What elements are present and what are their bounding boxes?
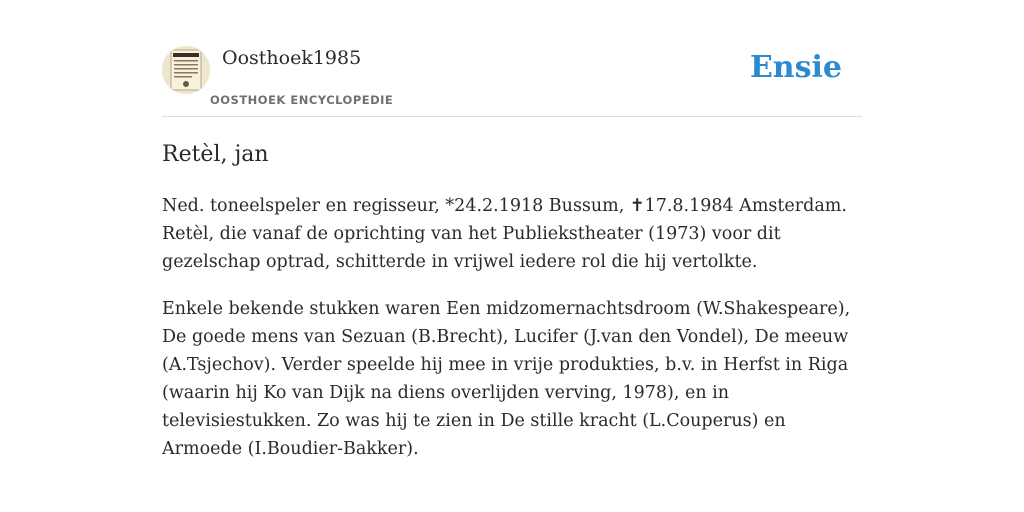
entry-paragraph: Enkele bekende stukken waren Een midzomernachtsdroom (W.Shakespeare), De goede mens van Sezuan (B.Brecht), Lucifer (J.van den Vondel), De meeuw (A.Tsjechov). Verder speelde hij mee in vrije produkties, b.v. in Herfst in Riga (waarin hij Ko van Dijk na diens overlijden verving, 1978), en in televisiestukken. Zo was hij te zien in De stille kracht (L.Couperus) en Armoede (I.Boudier-Bakker).: [162, 299, 851, 459]
publication-name[interactable]: OOSTHOEK ENCYCLOPEDIE: [210, 93, 394, 107]
entry-body: [162, 192, 862, 482]
author-name[interactable]: Oosthoek1985: [222, 47, 362, 69]
author-avatar[interactable]: [162, 46, 210, 94]
entry-title: Retèl, jan: [162, 142, 269, 167]
site-logo[interactable]: Ensie: [749, 50, 842, 85]
entry-card: [162, 0, 862, 459]
entry-header: [162, 0, 862, 117]
book-cover-icon: [162, 46, 210, 94]
entry-paragraph: Ned. toneelspeler en regisseur, *24.2.1918 Bussum, ✝17.8.1984 Amsterdam. Retèl, die vanaf de oprichting van het Publiekstheater (1973) voor dit gezelschap optrad, schitterde in vrijwel iedere rol die hij vertolkte.: [162, 196, 847, 272]
